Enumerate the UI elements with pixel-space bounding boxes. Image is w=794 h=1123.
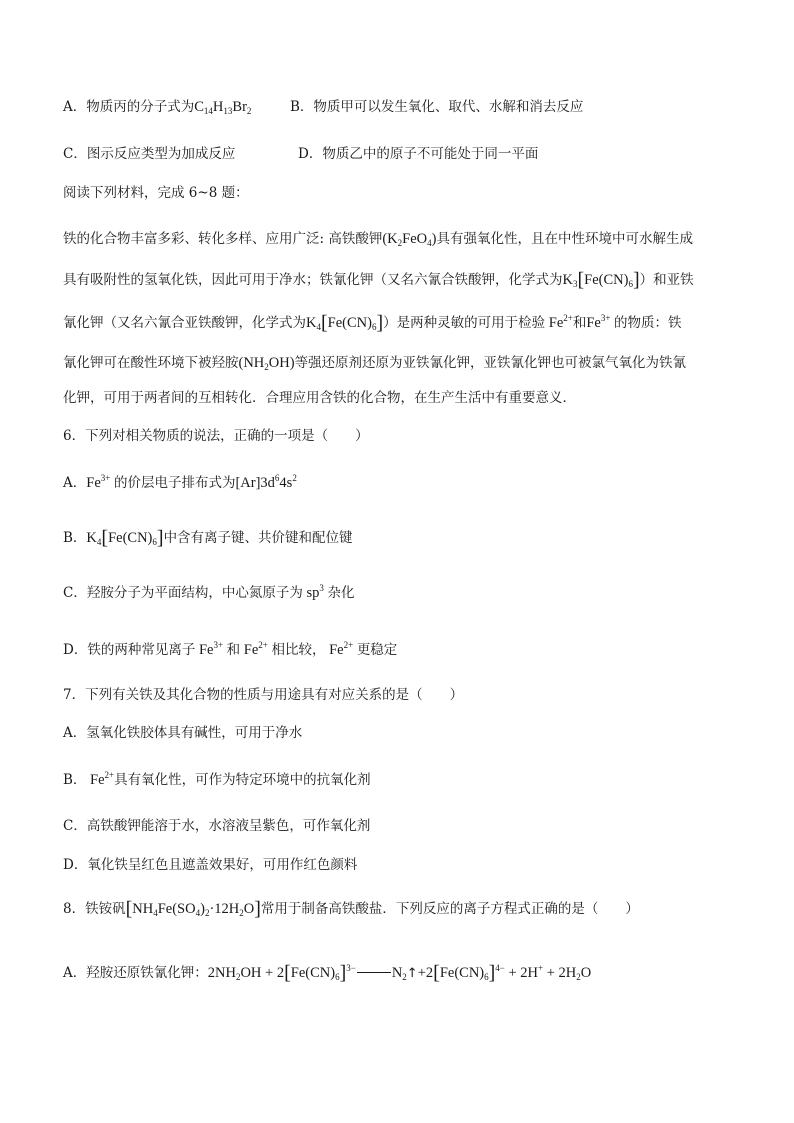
q5-option-b: B．物质甲可以发生氧化、取代、水解和消去反应: [290, 99, 584, 115]
ion-fe3plus: $Fe^{3+}$: [86, 473, 111, 491]
formula-k2feo4: $(K_2FeO_4)$: [382, 231, 437, 248]
material-line-2: 具有吸附性的氢氧化铁，因此可用于净水；铁氰化钾（又名六氰合铁酸钾，化学式为$K_3[Fe(CN)_6]$）和亚铁: [63, 269, 694, 291]
ion-fe2plus: $Fe^{2+}$: [325, 640, 354, 658]
q6-option-c: C．羟胺分子为平面结构，中心氮原子为 $sp^3$ 杂化: [63, 583, 355, 601]
q5-option-d: D．物质乙中的原子不可能处于同一平面: [298, 146, 539, 162]
q8-stem: 8．铁铵矾$[NH_4Fe(SO_4)_2\cdot 12H_2O]$常用于制备高铁酸盐．下列反应的离子方程式正确的是（ ）: [63, 898, 639, 920]
q7-option-d: D．氧化铁呈红色且遮盖效果好，可用作红色颜料: [63, 857, 358, 873]
q5-options-cd: [63, 144, 538, 164]
hybrid-sp3: $sp^3$: [302, 583, 324, 601]
q6-option-b: B．$K_4[Fe(CN)_6]$中含有离子键、共价键和配位键: [63, 527, 353, 549]
material-line-1: 铁的化合物丰富多彩、转化多样、应用广泛: 高铁酸钾$(K_2FeO_4)$具有强氧化性，且在中性环境中可水解生成: [63, 231, 693, 248]
q8-option-a: A．羟胺还原铁氰化钾：$2NH_2OH + 2[Fe(CN)_6]^{3-}$ $N_2↑+2[Fe(CN)_6]^{4-} + 2H^+ + 2H_2O$: [63, 962, 592, 984]
q6-option-d: D．铁的两种常见离子 $Fe^{3+}$ 和 $Fe^{2+}$ 相比较， $Fe^{2+}$ 更稳定: [63, 640, 398, 658]
formula-k3-fe-cn6: $K_3[Fe(CN)_6]$: [562, 269, 640, 291]
reaction-arrow: [357, 972, 391, 973]
reading-intro: 阅读下列材料，完成 6~8 题：: [63, 185, 249, 201]
q5-option-c: C．图示反应类型为加成反应: [63, 146, 236, 162]
material-line-5: 化钾，可用于两者间的互相转化．合理应用含铁的化合物，在生产生活中有重要意义．: [63, 390, 576, 406]
formula-k4-fe-cn6: $K_4[Fe(CN)_6]$: [86, 527, 164, 549]
q5-options-ab: [63, 97, 583, 117]
formula-k4-fe-cn6: $K_4[Fe(CN)_6]$: [306, 312, 384, 334]
formula-c14h13br2: $C_{14}H_{13}Br_2$: [194, 99, 252, 116]
formula-nh4fe-so4-2-12h2o: $[NH_4Fe(SO_4)_2\cdot 12H_2O]$: [125, 898, 261, 920]
config-ar-3d6-4s2: $[Ar]3d^64s^2$: [235, 473, 297, 491]
q7-option-c: C．高铁酸钾能溶于水，水溶液呈紫色，可作氧化剂: [63, 818, 371, 834]
q7-stem: 7．下列有关铁及其化合物的性质与用途具有对应关系的是（ ）: [63, 687, 464, 703]
q6-stem: 6．下列对相关物质的说法，正确的一项是（ ）: [63, 428, 369, 444]
ion-fe2plus: $Fe^{2+}$: [240, 640, 268, 658]
q6-option-a: A．$Fe^{3+}$ 的价层电子排布式为$[Ar]3d^64s^2$: [63, 473, 297, 491]
ion-fe3plus: $Fe^{3+}$: [195, 640, 224, 658]
ion-fe2plus: $Fe^{2+}$: [545, 313, 573, 331]
formula-nh2oh: $(NH_2OH)$: [238, 355, 295, 372]
material-line-3: 氰化钾（又名六氰合亚铁酸钾，化学式为$K_4[Fe(CN)_6]$）是两种灵敏的可用于检验 $Fe^{2+}$和$Fe^{3+}$ 的物质：铁: [63, 312, 682, 334]
q5-option-a: A．物质丙的分子式为$C_{14}H_{13}Br_2$: [63, 99, 252, 116]
ion-fe2plus: $Fe^{2+}$: [86, 770, 115, 788]
q7-option-b: B． $Fe^{2+}$具有氧化性，可作为特定环境中的抗氧化剂: [63, 770, 371, 788]
q7-option-a: A．氢氧化铁胶体具有碱性，可用于净水: [63, 725, 303, 741]
ion-fe3plus: $Fe^{3+}$: [586, 313, 611, 331]
ionic-equation: $2NH_2OH + 2[Fe(CN)_6]^{3-}$ $N_2↑+2[Fe(CN)_6]^{4-} + 2H^+ + 2H_2O$: [207, 962, 592, 984]
material-line-4: 氰化钾可在酸性环境下被羟胺$(NH_2OH)$等强还原剂还原为亚铁氰化钾，亚铁氰化钾也可被氯气氧化为铁氰: [63, 355, 687, 372]
